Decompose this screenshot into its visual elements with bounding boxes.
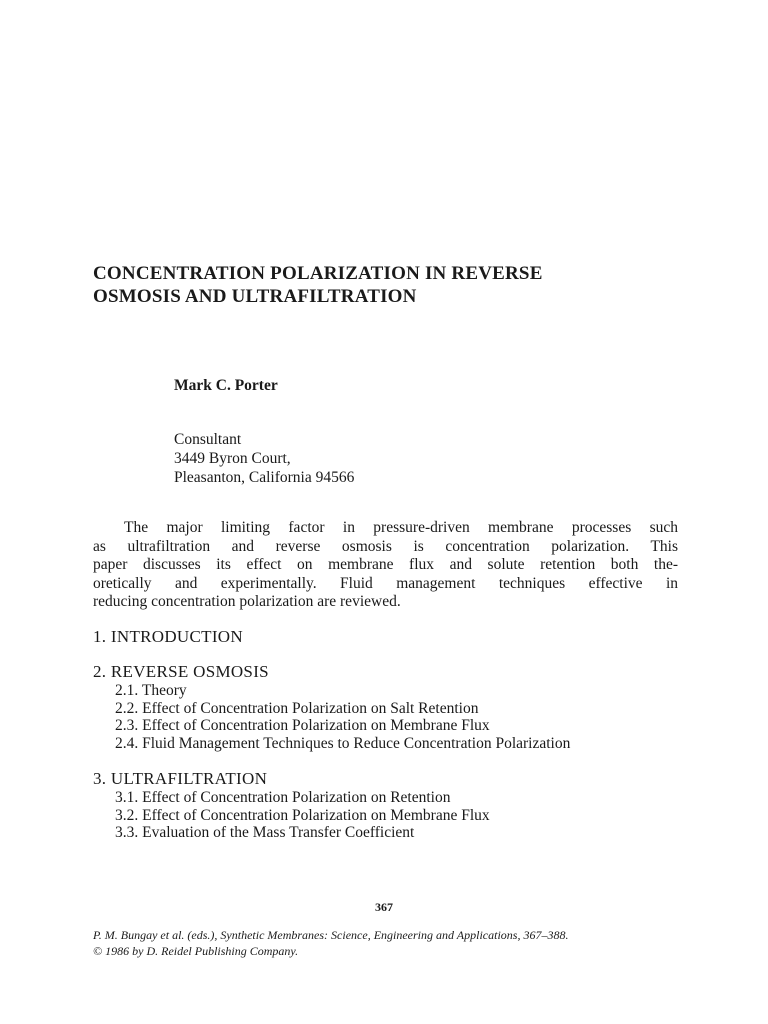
toc-section-introduction xyxy=(93,626,693,647)
abstract-line: The major limiting factor in pressure-driven membrane processes such xyxy=(124,519,678,536)
toc-item: 3.2. Effect of Concentration Polarization on Membrane Flux xyxy=(115,806,490,824)
footer-citation: P. M. Bungay et al. (eds.), Synthetic Membranes: Science, Engineering and Applications, 367–388. xyxy=(93,928,569,942)
paper-title xyxy=(93,262,653,308)
abstract-line: oretically and experimentally. Fluid management techniques effective in xyxy=(93,574,678,592)
toc-item: 2.1. Theory xyxy=(115,682,187,699)
toc-heading: 3. ULTRAFILTRATION xyxy=(93,769,268,788)
toc-item: 2.4. Fluid Management Techniques to Reduce Concentration Polarization xyxy=(115,734,571,752)
toc-heading: 1. INTRODUCTION xyxy=(93,627,243,646)
author-affiliation xyxy=(174,430,354,487)
toc-item: 2.2. Effect of Concentration Polarization on Salt Retention xyxy=(115,699,479,717)
abstract-line: reducing concentration polarization are reviewed. xyxy=(93,593,401,610)
toc-section-reverse-osmosis xyxy=(93,661,693,752)
publication-footer xyxy=(93,927,568,959)
toc-item: 2.3. Effect of Concentration Polarization on Membrane Flux xyxy=(115,717,490,735)
toc-item: 3.3. Evaluation of the Mass Transfer Coefficient xyxy=(115,824,415,842)
affiliation-city: Pleasanton, California 94566 xyxy=(174,469,355,486)
abstract-line: as ultrafiltration and reverse osmosis is concentration polarization. This xyxy=(93,537,678,555)
toc-heading: 2. REVERSE OSMOSIS xyxy=(93,662,269,681)
toc-section-ultrafiltration xyxy=(93,768,693,842)
affiliation-role: Consultant xyxy=(174,431,242,448)
title-line-1: CONCENTRATION POLARIZATION IN REVERSE xyxy=(93,263,543,284)
affiliation-street: 3449 Byron Court, xyxy=(174,450,291,467)
footer-copyright: © 1986 by D. Reidel Publishing Company. xyxy=(93,944,299,958)
abstract xyxy=(93,519,678,612)
author-name: Mark C. Porter xyxy=(174,377,278,394)
title-line-2: OSMOSIS AND ULTRAFILTRATION xyxy=(93,286,417,307)
toc-item: 3.1. Effect of Concentration Polarization on Retention xyxy=(115,789,451,806)
abstract-line: paper discusses its effect on membrane flux and solute retention both the- xyxy=(93,556,678,573)
page-number: 367 xyxy=(375,900,393,914)
